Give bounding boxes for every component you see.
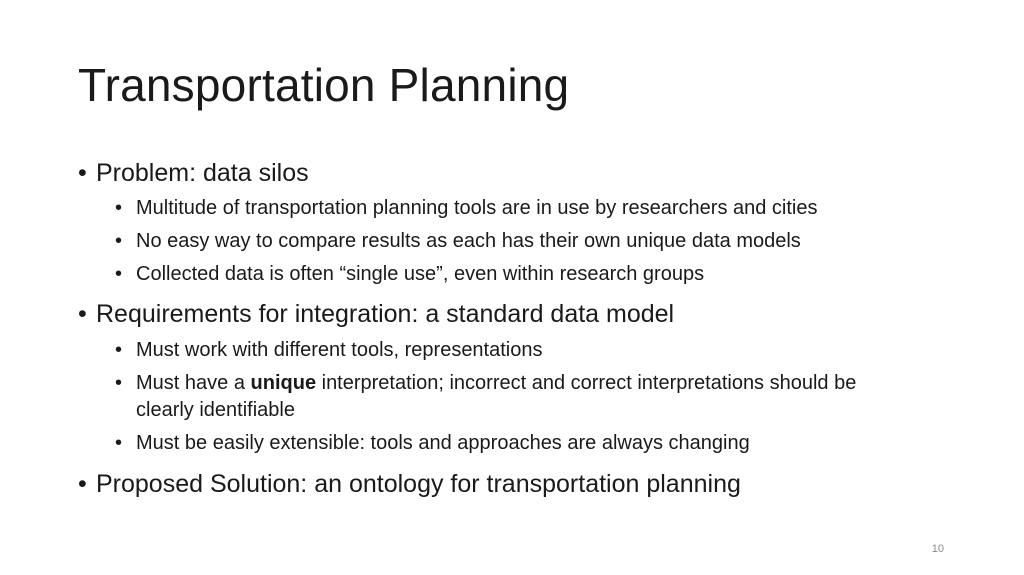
bullet-dot: • [115, 230, 123, 252]
text-run: Must have a [136, 372, 251, 394]
bullet-dot: • [78, 470, 87, 498]
sub-bullet-text: Must work with different tools, representations [136, 339, 543, 361]
bullet-dot: • [115, 197, 123, 219]
sub-bullet-text: Multitude of transportation planning tools are in use by researchers and cities [136, 197, 818, 219]
emphasis-text: unique [250, 372, 317, 394]
slide-title: Transportation Planning [78, 59, 570, 111]
bullet-dot: • [78, 159, 87, 187]
bullet-dot: • [115, 263, 123, 285]
bullet-dot: • [115, 432, 123, 454]
bullet-dot: • [115, 339, 123, 361]
bullet-text: Proposed Solution: an ontology for transportation planning [96, 470, 741, 498]
page-number: 10 [931, 543, 944, 555]
bullet-text: Problem: data silos [96, 159, 309, 187]
text-run: interpretation; incorrect and correct interpretations should be clearly identifiable [136, 372, 857, 421]
bullet-text: Requirements for integration: a standard data model [96, 300, 675, 328]
sub-bullet-text: No easy way to compare results as each has their own unique data models [136, 230, 801, 252]
sub-bullet-text [136, 370, 896, 424]
sub-bullet-text: Collected data is often “single use”, even within research groups [136, 263, 705, 285]
bullet-dot: • [115, 372, 123, 394]
sub-bullet-text: Must be easily extensible: tools and approaches are always changing [136, 432, 750, 454]
bullet-dot: • [78, 300, 87, 328]
